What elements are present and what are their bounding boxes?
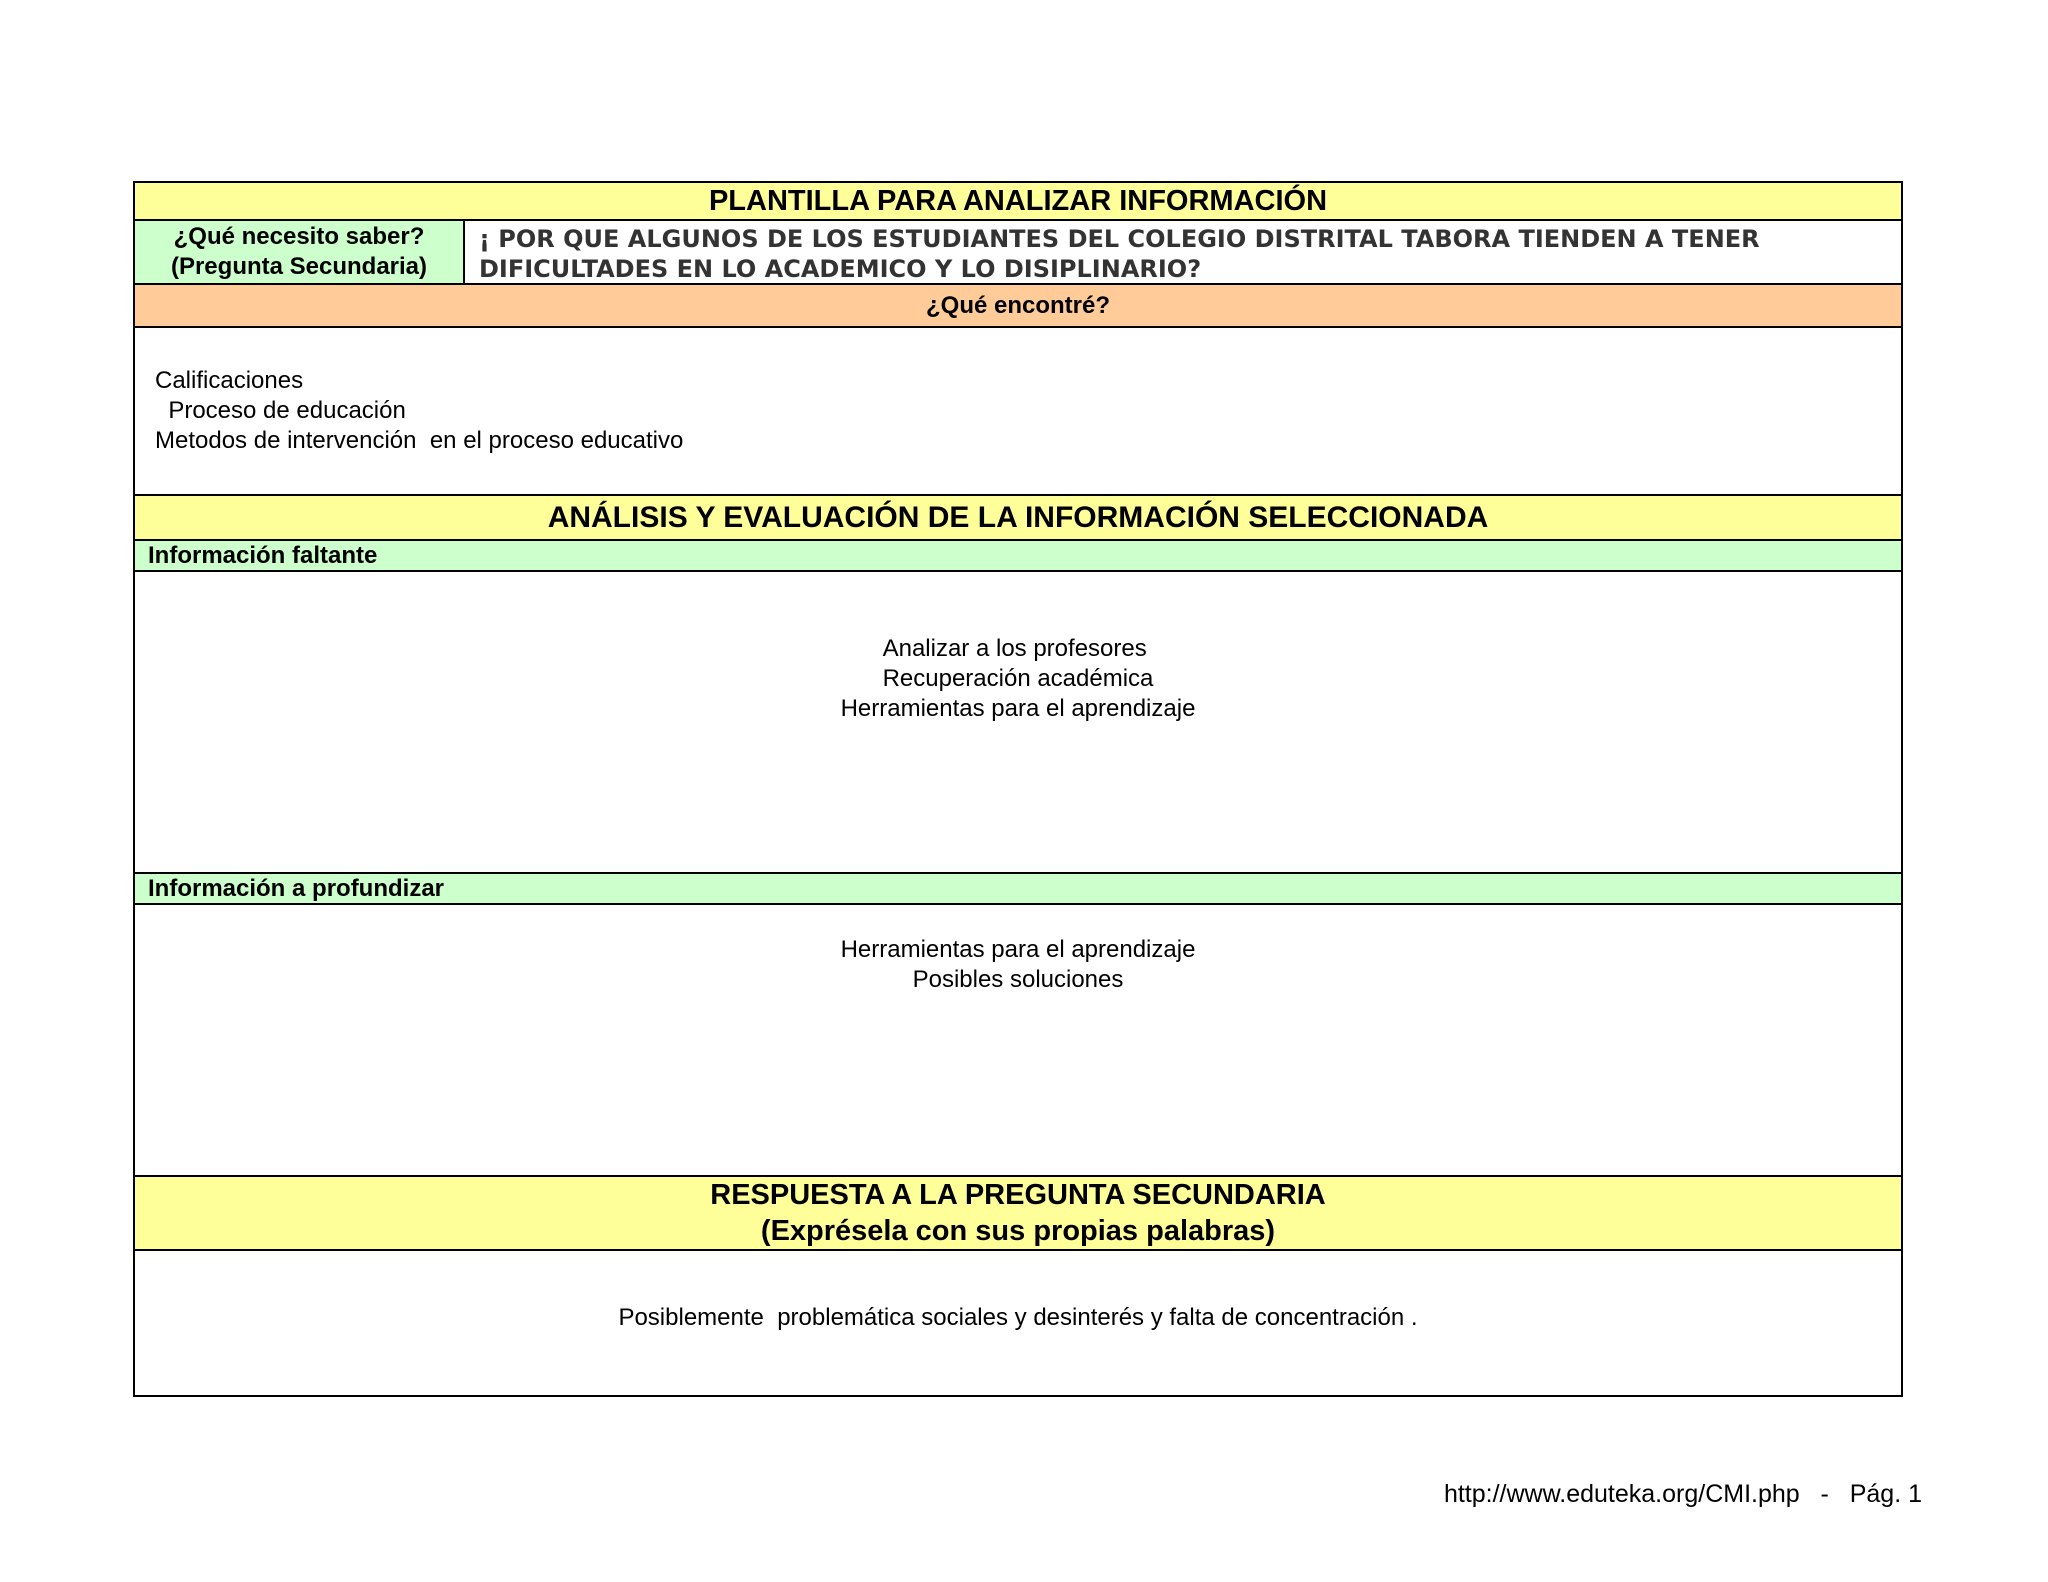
question-label-line2: (Pregunta Secundaria) (170, 253, 428, 280)
missing-info-content (135, 572, 1901, 874)
answer-heading-line2: (Exprésela con sus propias palabras) (760, 1215, 1276, 1247)
question-label-line1: ¿Qué necesito saber? (173, 223, 425, 250)
deepen-info-content (135, 905, 1901, 1177)
question-label-cell (135, 221, 465, 283)
missing-info-line: Herramientas para el aprendizaje (840, 695, 1196, 722)
question-row (135, 221, 1901, 285)
found-line: Calificaciones (155, 367, 304, 394)
deepen-info-label: Información a profundizar (135, 874, 1901, 905)
answer-heading-line1: RESPUESTA A LA PREGUNTA SECUNDARIA (710, 1179, 1326, 1211)
question-text: ¡ POR QUE ALGUNOS DE LOS ESTUDIANTES DEL COLEGIO DISTRITAL TABORA TIENDEN A TENER DIFICULTADES EN LO ACADEMICO Y LO DISIPLINARIO? (479, 225, 1760, 283)
found-line: Proceso de educación (155, 397, 406, 424)
analysis-template-table (133, 181, 1903, 1397)
page-number: Pág. 1 (1849, 1480, 1922, 1508)
footer-separator: - (1820, 1480, 1829, 1508)
template-title: PLANTILLA PARA ANALIZAR INFORMACIÓN (135, 183, 1901, 221)
footer-url: http://www.eduteka.org/CMI.php (1443, 1480, 1800, 1508)
page-footer (1444, 1480, 1922, 1509)
deepen-info-line: Herramientas para el aprendizaje (840, 936, 1196, 963)
deepen-info-line: Posibles soluciones (912, 966, 1124, 993)
missing-info-line: Recuperación académica (882, 665, 1154, 692)
found-content (135, 328, 1901, 496)
missing-info-line: Analizar a los profesores (882, 635, 1154, 662)
found-line: Metodos de intervención en el proceso educativo (155, 427, 684, 454)
missing-info-label: Información faltante (135, 541, 1901, 572)
found-heading: ¿Qué encontré? (135, 285, 1901, 328)
answer-heading (135, 1177, 1901, 1251)
answer-text: Posiblemente problemática sociales y desinterés y falta de concentración . (618, 1304, 1418, 1331)
analysis-heading: ANÁLISIS Y EVALUACIÓN DE LA INFORMACIÓN SELECCIONADA (135, 496, 1901, 541)
